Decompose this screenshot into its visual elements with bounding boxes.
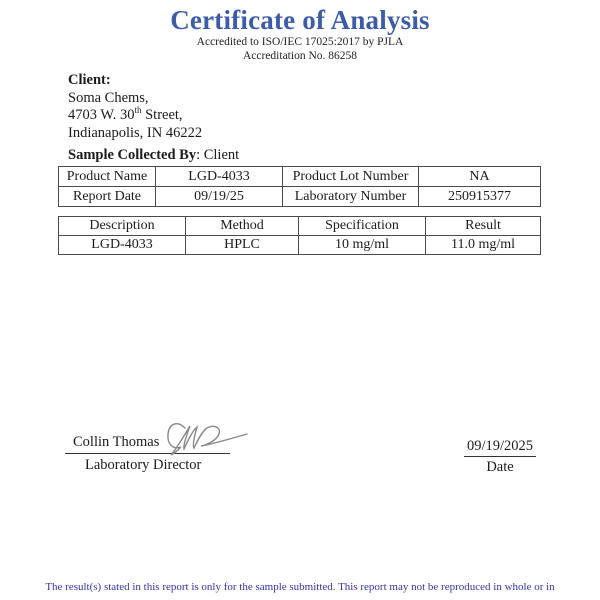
results-table bbox=[58, 216, 541, 255]
results-cell-method: HPLC bbox=[186, 236, 299, 255]
document-header bbox=[0, 5, 600, 63]
document-title: Certificate of Analysis bbox=[170, 5, 430, 35]
results-header-description: Description bbox=[59, 217, 186, 236]
client-name: Soma Chems, bbox=[68, 89, 149, 106]
accreditation-line-1: Accredited to ISO/IEC 17025:2017 by PJLA bbox=[196, 36, 404, 48]
client-street bbox=[68, 107, 202, 125]
signature-block bbox=[65, 420, 230, 474]
client-address-block bbox=[68, 72, 202, 142]
product-info-table bbox=[58, 166, 541, 207]
results-cell-description: LGD-4033 bbox=[59, 236, 186, 255]
results-cell-result: 11.0 mg/ml bbox=[426, 236, 541, 255]
client-label: Client: bbox=[68, 72, 111, 88]
info-cell-product-name-value: LGD-4033 bbox=[156, 167, 283, 187]
date-value: 09/19/2025 bbox=[464, 438, 536, 457]
client-street-number: 4703 W. 30 bbox=[68, 107, 135, 123]
accreditation-line-2: Accreditation No. 86258 bbox=[242, 49, 357, 62]
footer-disclaimer: The result(s) stated in this report is only for the sample submitted. This report may not be reproduced in whole or in bbox=[45, 581, 555, 593]
date-block bbox=[450, 437, 550, 476]
info-cell-report-date-value: 09/19/25 bbox=[156, 187, 283, 207]
table-header-row bbox=[59, 217, 541, 236]
signatory-title: Laboratory Director bbox=[85, 457, 202, 473]
client-street-ordinal: th bbox=[134, 105, 142, 116]
info-cell-lot-number-label: Product Lot Number bbox=[283, 167, 419, 187]
results-header-result: Result bbox=[426, 217, 541, 236]
table-row bbox=[59, 167, 541, 187]
info-cell-lab-number-value: 250915377 bbox=[419, 187, 541, 207]
sample-collected-by-line bbox=[68, 147, 239, 164]
results-header-method: Method bbox=[186, 217, 299, 236]
info-cell-lot-number-value: NA bbox=[419, 167, 541, 187]
info-cell-product-name-label: Product Name bbox=[59, 167, 156, 187]
info-cell-report-date-label: Report Date bbox=[59, 187, 156, 207]
client-street-name: Street, bbox=[141, 107, 183, 123]
sample-collected-by-label: Sample Collected By bbox=[68, 147, 197, 163]
sample-collected-by-value: : Client bbox=[196, 147, 240, 163]
table-row bbox=[59, 187, 541, 207]
signature-line bbox=[65, 420, 230, 454]
signature-scribble bbox=[163, 418, 255, 456]
results-cell-specification: 10 mg/ml bbox=[299, 236, 426, 255]
table-row bbox=[59, 236, 541, 255]
info-cell-lab-number-label: Laboratory Number bbox=[283, 187, 419, 207]
signatory-name: Collin Thomas bbox=[73, 434, 160, 450]
results-header-specification: Specification bbox=[299, 217, 426, 236]
client-city-line: Indianapolis, IN 46222 bbox=[68, 124, 203, 141]
date-label: Date bbox=[486, 459, 514, 475]
